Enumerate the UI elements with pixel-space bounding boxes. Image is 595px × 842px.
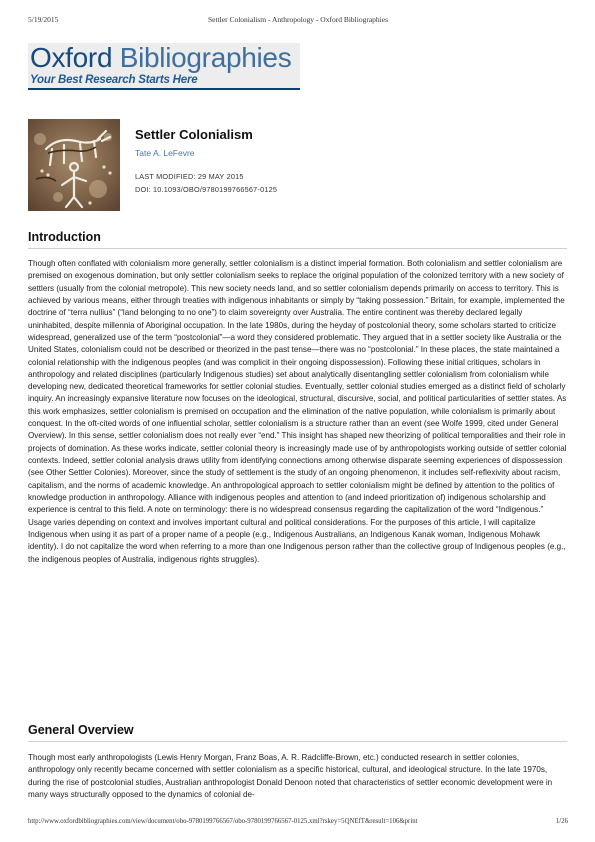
- logo-tagline: Your Best Research Starts Here: [30, 74, 198, 86]
- last-modified: LAST MODIFIED: 29 MAY 2015: [135, 172, 244, 181]
- print-date: 5/19/2015: [28, 15, 59, 24]
- rock-art-illustration: [28, 119, 120, 211]
- logo-wordmark: [30, 42, 291, 74]
- oxford-bibliographies-logo[interactable]: [28, 43, 300, 90]
- general-overview-body: Though most early anthropologists (Lewis Henry Morgan, Franz Boas, A. R. Radcliffe-Brown, etc.) conducted research in settler colonies, anthropology only recently became concerned with settler colonialism as a specific historical, cultural, and ideological structure. In the late 1970s, during the rise of postcolonial studies, Australian anthropologist Donald Denoon noted that characteristics of settler economic development were in many ways structurally opposed to the dynamics of colonial de-: [28, 753, 553, 799]
- print-url: http://www.oxfordbibliographies.com/view/document/obo-9780199766567/obo-9780199766567-0125.xml?rskey=5QNEfT&result=106&print: [28, 818, 418, 825]
- print-footer: [28, 818, 568, 830]
- doi: DOI: 10.1093/OBO/9780199766567-0125: [135, 185, 278, 194]
- logo-brand-oxford: Oxford: [30, 42, 120, 73]
- article-title: Settler Colonialism: [135, 127, 253, 142]
- introduction-body: Though often conflated with colonialism more generally, settler colonialism is a distinct imperial formation. Both colonialism and settler colonialism are premised on exogenous domination, but only settler colonialism seeks to replace the original population of the colonized territory with a new society of settlers (usually from the colonial metropole). This new society needs land, and so settler colonialism depends primarily on access to territory. This is achieved by various means, either through treaties with indigenous inhabitants or simply by “taking possession.” Britain, for example, implemented the doctrine of “terra nullius” (“land belonging to no one”) to claim sovereignty over Australia. The entire continent was thereby declared legally uninhabited, despite millennia of Aboriginal occupation. In the late 1980s, during the heyday of postcolonial theory, some scholars started to criticize widespread, generalized use of the term “postcolonial”—a word they considered problematic. They argued that in a settler society like Australia or the United States, colonialism could not be described or theorized in the past tense—there was no “postcolonial.” In these places, the state maintained a colonial relationship with the indigenous peoples (and was complicit in their ongoing dispossession). Following these initial critiques, scholars in anthropology and related disciplines (particularly Indigenous studies) set about analytically disentangling settler colonialism from colonialism while developing new, dedicated theoretical frameworks for settler colonial studies. Eventually, settler colonial studies emerged as a distinct field of scholarly inquiry. An increasingly expansive literature now focuses on the ideological, structural, discursive, social, and political particularities of settler states. As this work emphasizes, settler colonialism is premised on occupation and the elimination of the native population, while colonialism is primarily about conquest. In the oft-cited words of one influential scholar, settler colonialism is a structure rather than an event (see Wolfe 1999, cited under General Overview). In this sense, settler colonialism does not really ever “end.” This insight has shaped new theorizing of political temporalities and their role in projects of domination. As these works indicate, settler colonial theory is increasingly made use of by anthropologists working outside of settler colonial contexts. Indeed, settler colonial analysis draws utility from identifying connections among otherwise disparate seeming experiences of dispossession (see Other Settler Colonies). Moreover, since the study of settlement is the study of an ongoing phenomenon, it includes self-reflexivity about racism, capitalism, and the norms of academic knowledge. An anthropological approach to settler colonialism might be defined by attention to the politics of knowledge production in anthropology. Alliance with indigenous peoples and attention to (and indeed prioritization of) indigenous scholarship and experience is central to this field. A note on terminology: there is no widespread consensus regarding the capitalization of the word “Indigenous.” Usage varies depending on context and involves important cultural and political considerations. For the purposes of this article, I will capitalize Indigenous when using it as part of a proper name of a people (e.g., Indigenous Australians, an Indigenous Kanak woman, Indigenous Mohawk identity). I do not capitalize the word when referring to a more than one Indigenous person rather than the collective group of Indigenous peoples (e.g., the indigenous peoples of Australia, indigenous rights struggles).: [28, 259, 567, 564]
- page-number: 1/26: [555, 818, 568, 825]
- print-page-title: Settler Colonialism - Anthropology - Oxford Bibliographies: [208, 15, 388, 24]
- general-overview-heading: General Overview: [28, 723, 567, 742]
- introduction-heading: Introduction: [28, 230, 567, 249]
- print-header: [28, 15, 568, 27]
- author-link[interactable]: Tate A. LeFevre: [135, 148, 195, 158]
- logo-brand-bibliographies: Bibliographies: [119, 42, 292, 73]
- article-thumbnail-image: [28, 119, 120, 211]
